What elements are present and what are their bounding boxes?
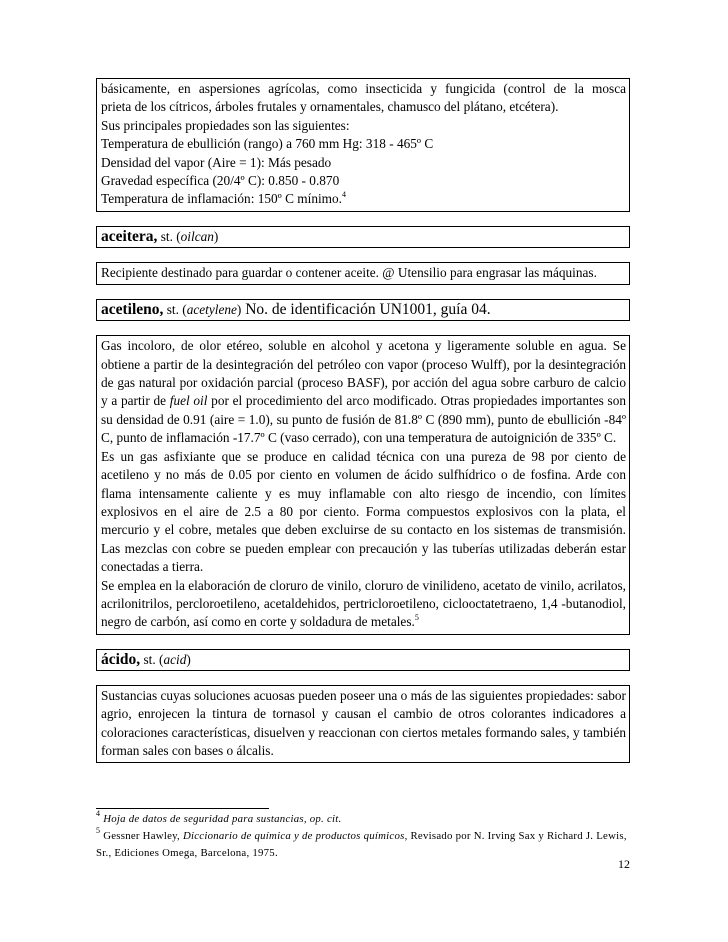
entry-english: acetylene <box>186 302 237 318</box>
footnote-pre: Gessner Hawley, <box>103 830 183 842</box>
entry-heading-acetileno <box>96 299 630 321</box>
footnote-ref-5: 5 <box>414 612 419 622</box>
intro-box <box>96 78 630 212</box>
entry-close: ) <box>213 228 219 244</box>
page-body <box>96 78 630 763</box>
intro-line-7-text: Temperatura de inflamación: 150º C mínimo. <box>101 191 342 207</box>
footnote-italic: Hoja de datos de seguridad para sustancias, op. cit. <box>103 813 342 825</box>
intro-line-7 <box>101 190 626 208</box>
acetileno-paragraph-2: Es un gas asfixiante que se produce en calidad técnica con una pureza de 98 por ciento de acetileno y no más de 0.05 por ciento en volumen de ácido sulfhídrico o de fosfina. Arde con flama intensamente caliente y es muy inflamable con alto riesgo de incendio, con límites explosivos en el aire de 2.5 a 80 por ciento. Forma compuestos explosivos con la plata, el mercurio y el cobre, metales que deben excluirse de su contacto en los sistemas de transmisión. Las mezclas con cobre se pueden emplear con precaución y las tuberías utilizadas deberán estar conectadas a tierra. <box>101 448 626 575</box>
intro-line-6: Gravedad específica (20/4º C): 0.850 - 0.870 <box>101 173 340 189</box>
entry-identification: No. de identificación UN1001, guía 04. <box>241 301 491 319</box>
entry-heading-aceitera <box>96 226 630 248</box>
entry-term: ácido, <box>101 650 141 668</box>
entry-definition-acetileno <box>96 335 630 635</box>
acetileno-text-a: Gas incoloro, de olor etéreo, soluble en alcohol y acetona y ligeramente soluble en agua. Se obtiene a partir de la desintegración del petróleo con vapor (proceso Wulff), por la desintegración de gas natural por oxidación parcial (proceso BASF), por acción del agua sobre carburo de calcio y a partir de <box>101 338 626 409</box>
footnote-5 <box>96 828 630 862</box>
intro-line-1: básicamente, en aspersiones agrícolas, como insecticida y fungicida (control de la mosca <box>101 81 626 96</box>
entry-close: ) <box>236 302 242 318</box>
entry-close: ) <box>186 651 191 667</box>
entry-grammar: st. ( <box>140 651 164 667</box>
intro-line-3: Sus principales propiedades son las siguientes: <box>101 117 350 133</box>
intro-line-5: Densidad del vapor (Aire = 1): Más pesado <box>101 154 332 170</box>
footnote-number: 5 <box>96 826 101 836</box>
acetileno-paragraph-1 <box>101 337 626 447</box>
intro-line-4: Temperatura de ebullición (rango) a 760 mm Hg: 318 - 465º C <box>101 136 434 152</box>
footnote-4 <box>96 811 630 828</box>
footnotes <box>96 808 630 862</box>
entry-grammar: st. ( <box>163 302 187 318</box>
footnote-italic: Diccionario de química y de productos químicos <box>182 830 405 842</box>
entry-definition-acido: Sustancias cuyas soluciones acuosas pueden poseer una o más de las siguientes propiedades: sabor agrio, enrojecen la tintura de tornasol y causan el cambio de otros colorantes indicadores a coloraciones características, disuelven y reaccionan con ciertos metales formando sales, y también forman sales con bases o álcalis. <box>96 685 630 764</box>
acetileno-paragraph-3 <box>101 577 626 632</box>
entry-term: aceitera, <box>101 227 158 245</box>
page-number: 12 <box>618 857 630 871</box>
acetileno-text-italic: fuel oil <box>169 393 208 409</box>
footnote-separator <box>96 808 269 809</box>
entry-definition-aceitera: Recipiente destinado para guardar o contener aceite. @ Utensilio para engrasar las máquinas. <box>96 262 630 285</box>
intro-line-2: prieta de los cítricos, árboles frutales y ornamentales, chamusco del plátano, etcétera). <box>101 99 559 115</box>
entry-grammar: st. ( <box>157 228 181 244</box>
acetileno-text-b: por el procedimiento del arco modificado. Otras propiedades importantes son su densidad de 0.91 (aire = 1.0), su punto de fusión de 81.8º C (890 mm), punto de ebullición -84º C, punto de inflamación -17.7º C (vaso cerrado), con una temperatura de autoignición de 335º C. <box>101 393 626 446</box>
entry-heading-acido <box>96 649 630 671</box>
footnote-rest: , Revisado por N. Irving Sax y Richard J. Lewis, Sr., Ediciones Omega, Barcelona, 1975. <box>96 830 627 859</box>
entry-english: acid <box>163 651 187 667</box>
footnote-ref-4: 4 <box>342 190 346 200</box>
acetileno-text-d: Se emplea en la elaboración de cloruro de vinilo, cloruro de vinilideno, acetato de vinilo, acrilatos, acrilonitrilos, percloroetileno, acetaldehidos, pertricloroetileno, ciclooctatetraeno, 1,4 -butanodiol, negro de carbón, así como en corte y soldadura de metales. <box>101 577 626 630</box>
footnote-number: 4 <box>96 809 101 819</box>
entry-term: acetileno, <box>101 301 164 319</box>
entry-english: oilcan <box>180 228 214 244</box>
